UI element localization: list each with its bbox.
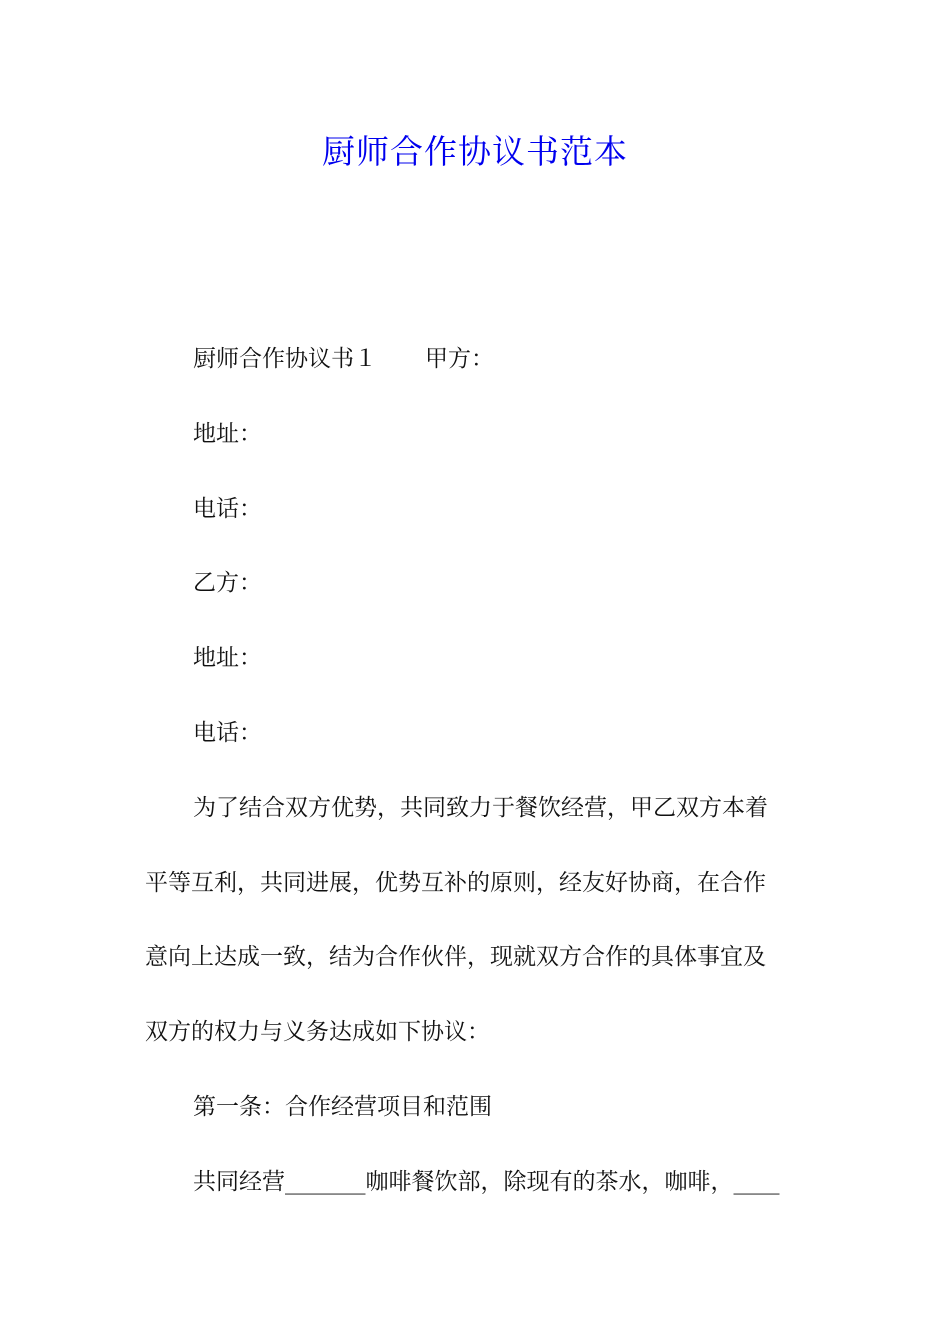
agreement-heading: 厨师合作协议书１ (193, 346, 377, 372)
party-b-phone: 电话： (193, 720, 262, 746)
article-1-title: 第一条：合作经营项目和范围 (193, 1094, 492, 1120)
article-1-text: 共同经营_______咖啡餐饮部，除现有的茶水，咖啡，____ (193, 1169, 780, 1195)
preamble-line-2: 平等互利，共同进展，优势互补的原则，经友好协商，在合作 (145, 870, 766, 896)
preamble-line-3: 意向上达成一致，结为合作伙伴，现就双方合作的具体事宜及 (145, 944, 766, 970)
document-title: 厨师合作协议书范本 (322, 132, 628, 171)
heading-line (193, 341, 494, 377)
preamble-line-4: 双方的权力与义务达成如下协议： (145, 1019, 490, 1045)
party-a-phone: 电话： (193, 496, 262, 522)
party-b-label: 乙方： (193, 570, 262, 596)
preamble-line-1: 为了结合双方优势，共同致力于餐饮经营，甲乙双方本着 (193, 795, 768, 821)
party-a-address: 地址： (193, 421, 262, 447)
party-a-label: 甲方： (425, 346, 494, 372)
party-b-address: 地址： (193, 645, 262, 671)
